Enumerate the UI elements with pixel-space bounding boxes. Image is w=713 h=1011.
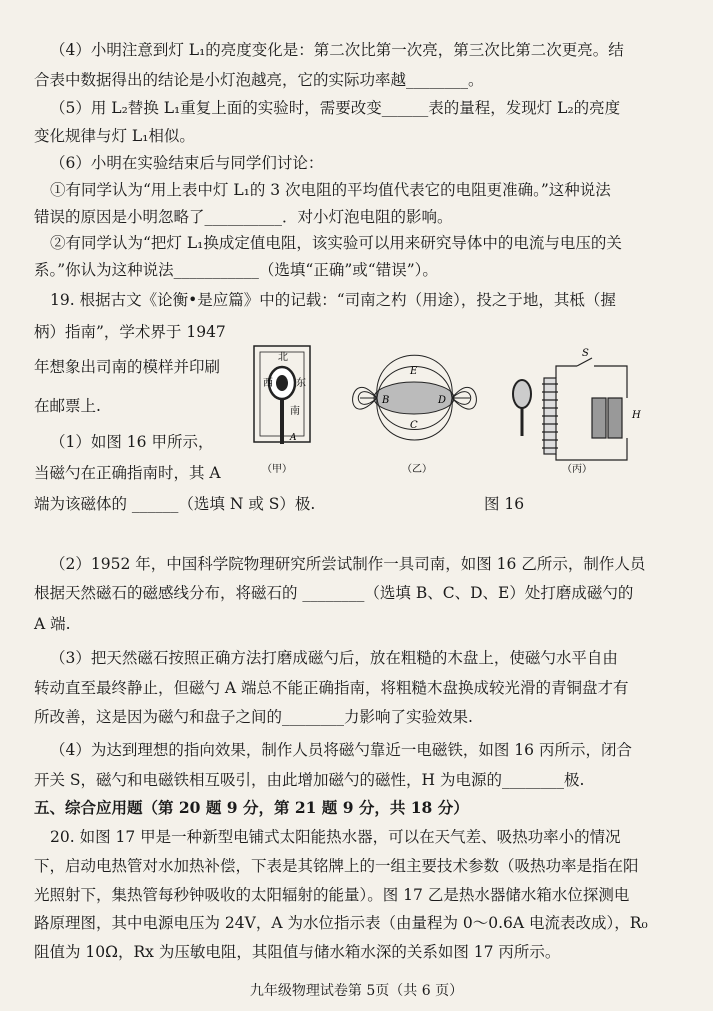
point-a-label: A bbox=[290, 433, 297, 443]
q20-line4: 路原理图，其中电源电压为 24V，A 为水位指示表（由量程为 0～0.6A 电流表改成），R₀ bbox=[34, 914, 648, 932]
q18-part6: （6）小明在实验结束后与同学们讨论： bbox=[50, 154, 324, 172]
figure-16 bbox=[252, 336, 662, 484]
q19-part2-line2: 根据天然磁石的磁感线分布，将磁石的 ________（选填 B、C、D、E）处打磨成磁勺的 bbox=[34, 584, 634, 602]
q18-part4-line2: 合表中数据得出的结论是小灯泡越亮，它的实际功率越________。 bbox=[34, 71, 484, 89]
q20-line5: 阻值为 10Ω，Rx 为压敏电阻，其阻值与储水箱水深的关系如图 17 丙所示。 bbox=[34, 943, 561, 961]
q19-intro-line3: 年想象出司南的模样并印刷 bbox=[34, 358, 221, 376]
q18-part6a-line1: ①有同学认为“用上表中灯 L₁的 3 次电阻的平均值代表它的电阻更准确。”这种说法 bbox=[50, 181, 611, 199]
point-d-label: D bbox=[438, 395, 447, 406]
power-h-label: H bbox=[632, 410, 641, 421]
q19-part4-line2: 开关 S，磁勺和电磁铁相互吸引，由此增加磁勺的磁性，H 为电源的________极. bbox=[34, 771, 585, 789]
point-c-label: C bbox=[410, 420, 418, 431]
q19-part3-line2: 转动直至最终静止，但磁勺 A 端总不能正确指南，将粗糙木盘换成较光滑的青铜盘才有 bbox=[34, 679, 629, 697]
q19-part3-line3: 所改善，这是因为磁勺和盘子之间的________力影响了实验效果. bbox=[34, 708, 473, 726]
q19-intro-line1: 19. 根据古文《论衡•是应篇》中的记载：“司南之杓（用途），投之于地，其柢（握 bbox=[50, 291, 616, 309]
dir-west-label: 西 bbox=[263, 378, 273, 389]
fig-b-caption: （乙） bbox=[402, 464, 432, 475]
q18-part4-line1: （4）小明注意到灯 L₁的亮度变化是：第二次比第一次亮，第三次比第二次更亮。结 bbox=[50, 41, 624, 59]
point-e-label: E bbox=[410, 366, 418, 377]
q18-part6b-line2: 系。”你认为这种说法___________（选填“正确”或“错误”）。 bbox=[34, 261, 438, 279]
fig-a-caption: （甲） bbox=[262, 464, 292, 475]
point-b-label: B bbox=[382, 395, 390, 406]
page-footer: 九年级物理试卷第 5页（共 6 页） bbox=[249, 983, 464, 999]
q20-line1: 20. 如图 17 甲是一种新型电铺式太阳能热水器，可以在天气差、吸热功率小的情况 bbox=[50, 828, 621, 846]
fig-c-caption: （丙） bbox=[562, 464, 592, 475]
dir-south-label: 南 bbox=[290, 406, 300, 417]
q19-intro-line2: 柄）指南”，学术界于 1947 bbox=[34, 323, 226, 341]
q18-part6b-line1: ②有同学认为“把灯 L₁换成定值电阻，该实验可以用来研究导体中的电流与电压的关 bbox=[50, 234, 622, 252]
dir-east-label: 东 bbox=[296, 378, 306, 389]
q19-part3-line1: （3）把天然磁石按照正确方法打磨成磁勺后，放在粗糙的木盘上，使磁勺水平自由 bbox=[50, 649, 618, 667]
q19-part1-line2: 当磁勺在正确指南时，其 A bbox=[34, 464, 221, 482]
q20-line3: 光照射下，集热管每秒钟吸收的太阳辐射的能量）。图 17 乙是热水器储水箱水位探测电 bbox=[34, 886, 630, 904]
q19-part2-line3: A 端. bbox=[34, 615, 71, 633]
switch-s-label: S bbox=[582, 348, 589, 359]
q19-part2-line1: （2）1952 年，中国科学院物理研究所尝试制作一具司南，如图 16 乙所示，制作人员 bbox=[50, 555, 646, 573]
q20-line2: 下，启动电热管对水加热补偿，下表是其铭牌上的一组主要技术参数（吸热功率是指在阳 bbox=[34, 857, 639, 875]
dir-north-label: 北 bbox=[278, 352, 288, 363]
q19-intro-line4: 在邮票上. bbox=[34, 397, 101, 415]
q19-part4-line1: （4）为达到理想的指向效果，制作人员将磁勺靠近一电磁铁，如图 16 丙所示，闭合 bbox=[50, 741, 632, 759]
figure-16-caption: 图 16 bbox=[484, 495, 525, 513]
electromagnet-drawing bbox=[513, 358, 627, 460]
stamp-drawing bbox=[254, 346, 310, 475]
q18-part5-line1: （5）用 L₂替换 L₁重复上面的实验时，需要改变______表的量程，发现灯 L₂的亮度 bbox=[50, 99, 621, 117]
q19-part1-line3: 端为该磁体的 ______（选填 N 或 S）极. bbox=[34, 495, 316, 513]
q19-part1-line1: （1）如图 16 甲所示， bbox=[50, 433, 214, 451]
q18-part6a-line2: 错误的原因是小明忽略了__________．对小灯泡电阻的影响。 bbox=[34, 208, 453, 226]
section-5-heading: 五、综合应用题（第 20 题 9 分，第 21 题 9 分，共 18 分） bbox=[34, 798, 469, 817]
q18-part5-line2: 变化规律与灯 L₁相似。 bbox=[34, 127, 195, 145]
